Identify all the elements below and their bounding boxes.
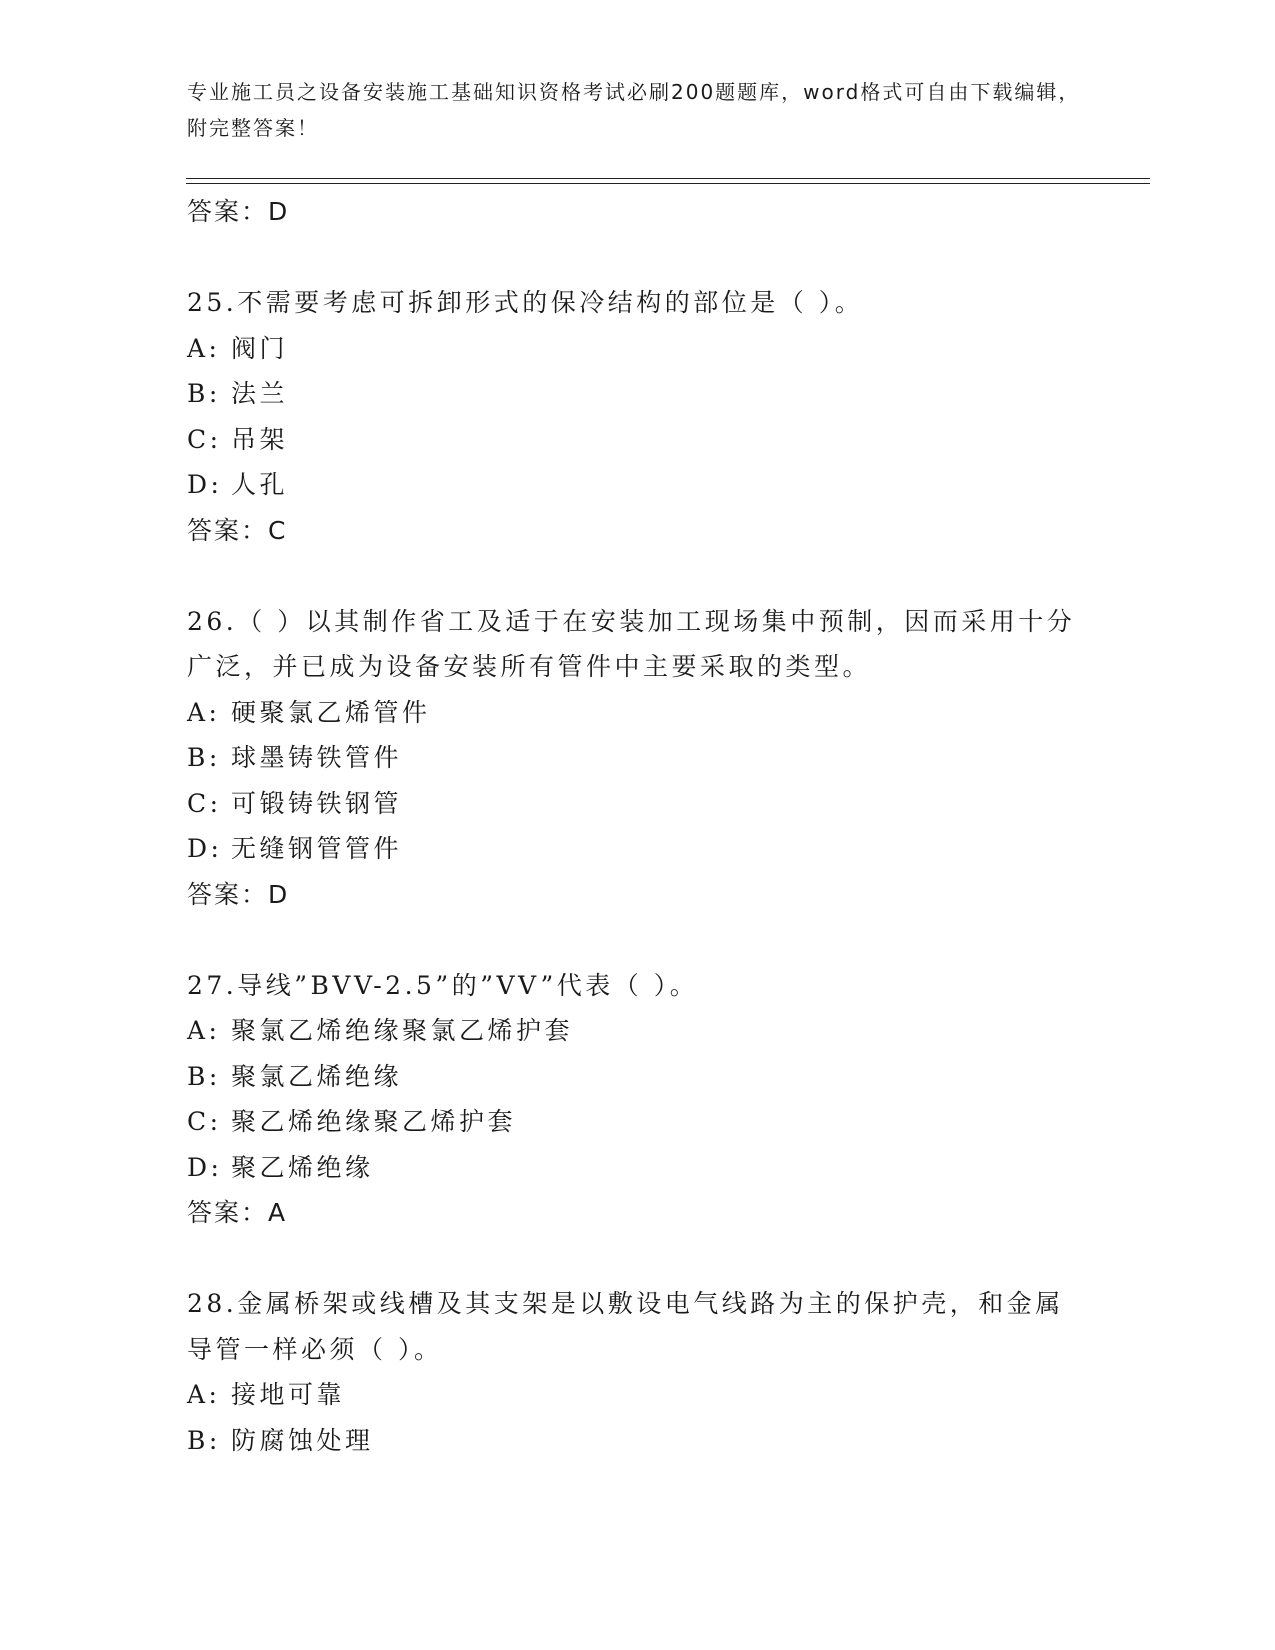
- option-d: [187, 1145, 1127, 1191]
- question-stem: 25.不需要考虑可拆卸形式的保冷结构的部位是（ ）。: [187, 288, 864, 317]
- answer: 答案：A: [187, 1198, 288, 1227]
- question-stem: 26.（ ）以其制作省工及适于在安装加工现场集中预制，因而采用十分广泛，并已成为设备安装所有管件中主要采取的类型。: [187, 606, 1076, 681]
- option-letter: B:: [187, 1425, 221, 1455]
- question-25: [187, 280, 1127, 553]
- option-text: 防腐蚀处理: [231, 1425, 374, 1455]
- option-text: 聚乙烯绝缘聚乙烯护套: [231, 1107, 517, 1136]
- option-b: [187, 1418, 1127, 1464]
- option-d: [187, 826, 1127, 872]
- option-letter: B:: [187, 379, 221, 408]
- option-d: [187, 462, 1127, 508]
- option-b: [187, 371, 1127, 417]
- option-text: 接地可靠: [231, 1380, 346, 1409]
- answer: 答案：C: [187, 515, 288, 545]
- option-text: 聚氯乙烯绝缘: [231, 1061, 403, 1091]
- option-c: [187, 781, 1127, 827]
- header-rule-bottom: [186, 183, 1150, 184]
- option-a: [187, 1008, 1127, 1054]
- option-text: 法兰: [231, 379, 289, 408]
- spacer: [187, 553, 1127, 599]
- header-rule-top: [186, 178, 1150, 179]
- option-text: 球墨铸铁管件: [231, 743, 403, 772]
- option-text: 聚氯乙烯绝缘聚氯乙烯护套: [231, 1016, 574, 1045]
- option-letter: A:: [187, 333, 221, 363]
- option-text: 人孔: [231, 470, 289, 499]
- option-letter: C:: [187, 424, 222, 454]
- spacer: [187, 917, 1127, 963]
- option-text: 可锻铸铁钢管: [231, 788, 403, 818]
- option-letter: B:: [187, 743, 221, 772]
- option-c: [187, 1099, 1127, 1145]
- option-a: [187, 1372, 1127, 1418]
- answer: 答案：D: [187, 879, 290, 909]
- option-text: 硬聚氯乙烯管件: [231, 697, 431, 727]
- option-a: [187, 326, 1127, 372]
- previous-answer: 答案：D: [187, 197, 290, 226]
- option-text: 聚乙烯绝缘: [231, 1152, 374, 1182]
- option-b: [187, 735, 1127, 781]
- option-letter: D:: [187, 470, 223, 499]
- question-28: [187, 1281, 1127, 1463]
- question-26: [187, 599, 1127, 918]
- question-stem: 27.导线”BVV-2.5”的”VV”代表（ ）。: [187, 970, 699, 1000]
- option-b: [187, 1054, 1127, 1100]
- question-27: [187, 963, 1127, 1236]
- option-c: [187, 417, 1127, 463]
- option-a: [187, 690, 1127, 736]
- spacer: [187, 1236, 1127, 1282]
- option-letter: D:: [187, 834, 223, 863]
- question-list: [187, 189, 1127, 1463]
- option-text: 吊架: [231, 424, 289, 454]
- option-letter: A:: [187, 1380, 221, 1409]
- option-text: 阀门: [231, 333, 289, 363]
- option-letter: C:: [187, 1107, 222, 1136]
- option-letter: C:: [187, 788, 222, 818]
- document-header: 专业施工员之设备安装施工基础知识资格考试必刷200题题库，word格式可自由下载编辑，附完整答案！: [187, 80, 1081, 140]
- option-letter: D:: [187, 1152, 223, 1182]
- option-letter: A:: [187, 697, 221, 727]
- question-stem: 28.金属桥架或线槽及其支架是以敷设电气线路为主的保护壳，和金属导管一样必须（ ）。: [187, 1289, 1064, 1364]
- spacer: [187, 235, 1127, 281]
- option-letter: A:: [187, 1016, 221, 1045]
- option-text: 无缝钢管管件: [231, 834, 403, 863]
- option-letter: B:: [187, 1061, 221, 1091]
